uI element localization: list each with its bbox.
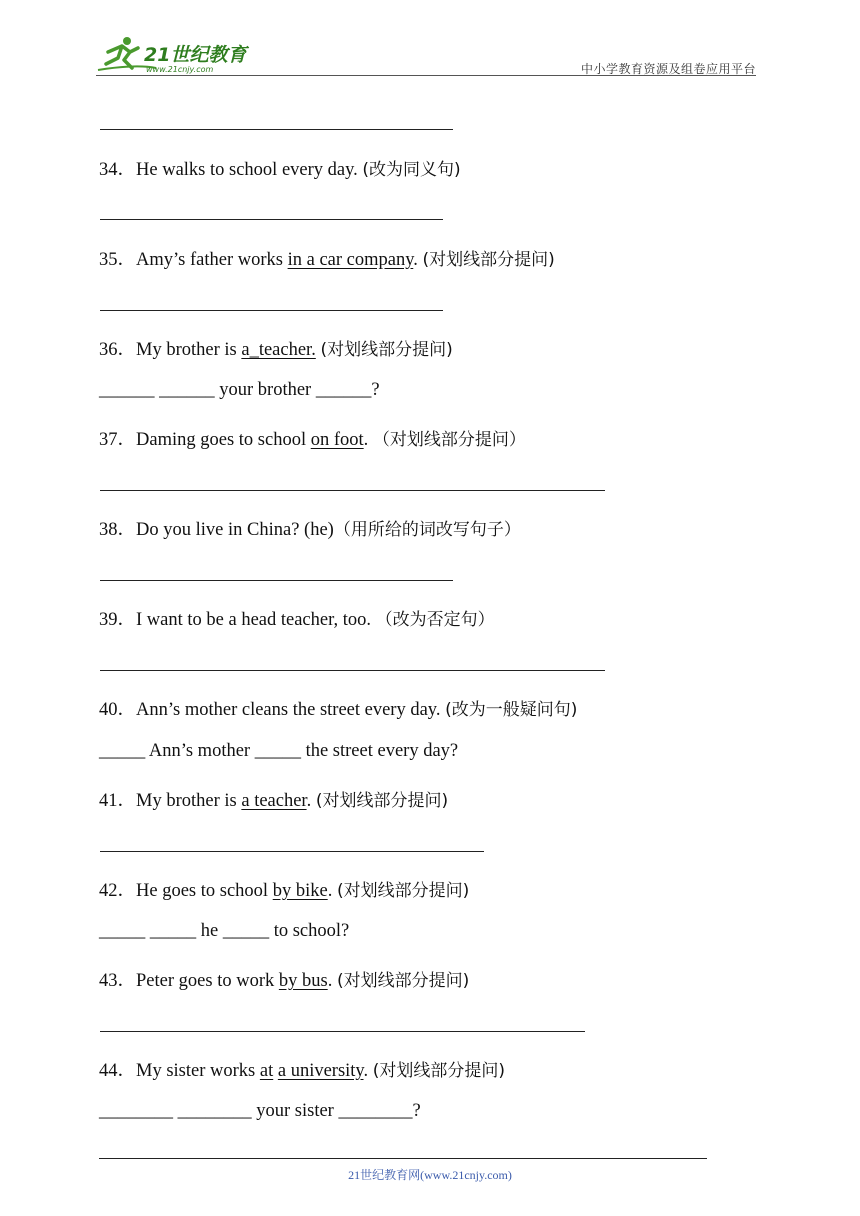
question-37: 37．Daming goes to school on foot. （对划线部分提问） <box>99 430 526 450</box>
underlined-phrase: a university <box>277 1061 364 1081</box>
answer-line[interactable] <box>100 129 453 130</box>
footer-link[interactable]: 21世纪教育网(www.21cnjy.com) <box>348 1168 512 1182</box>
page-header <box>96 34 756 78</box>
logo-21cnjy <box>96 34 266 76</box>
answer-line[interactable] <box>100 851 484 852</box>
underlined-phrase: on foot <box>310 430 364 450</box>
answer-line[interactable] <box>100 670 605 671</box>
fill-in-blank[interactable]: ______ ______ your brother ______? <box>99 380 380 400</box>
logo-text: 21世纪教育 <box>144 44 247 66</box>
header-divider <box>96 75 756 76</box>
question-38: 38．Do you live in China? (he)（用所给的词改写句子） <box>99 520 521 540</box>
question-36: 36．My brother is a_teacher. (对划线部分提问) <box>99 340 453 360</box>
question-35: 35．Amy’s father works in a car company. (对划线部分提问) <box>99 250 555 270</box>
question-41: 41．My brother is a teacher. (对划线部分提问) <box>99 791 449 811</box>
underlined-phrase: in a car company <box>287 250 414 270</box>
answer-line[interactable] <box>100 219 443 220</box>
question-40: 40．Ann’s mother cleans the street every day. (改为一般疑问句) <box>99 700 578 720</box>
footer-divider <box>99 1158 707 1159</box>
fill-in-blank[interactable]: _____ Ann’s mother _____ the street every day? <box>99 741 459 761</box>
underlined-phrase: by bike <box>272 881 328 901</box>
answer-line[interactable] <box>100 580 453 581</box>
question-39: 39．I want to be a head teacher, too. （改为否定句） <box>99 610 495 630</box>
platform-name: 中小学教育资源及组卷应用平台 <box>580 62 756 76</box>
question-43: 43．Peter goes to work by bus. (对划线部分提问) <box>99 971 470 991</box>
question-34: 34．He walks to school every day. (改为同义句) <box>99 160 461 180</box>
logo-url: www.21cnjy.com <box>146 65 214 74</box>
underlined-phrase: by bus <box>278 971 328 991</box>
underlined-phrase: a teacher <box>241 791 307 811</box>
question-42: 42．He goes to school by bike. (对划线部分提问) <box>99 881 470 901</box>
answer-line[interactable] <box>100 1031 585 1032</box>
answer-line[interactable] <box>100 310 443 311</box>
answer-line[interactable] <box>100 490 605 491</box>
fill-in-blank[interactable]: _____ _____ he _____ to school? <box>99 921 350 941</box>
underlined-phrase: at <box>259 1061 274 1081</box>
question-44: 44．My sister works at a university. (对划线部分提问) <box>99 1061 506 1081</box>
fill-in-blank[interactable]: ________ ________ your sister ________? <box>99 1101 421 1121</box>
underlined-phrase: a_teacher. <box>241 340 316 360</box>
